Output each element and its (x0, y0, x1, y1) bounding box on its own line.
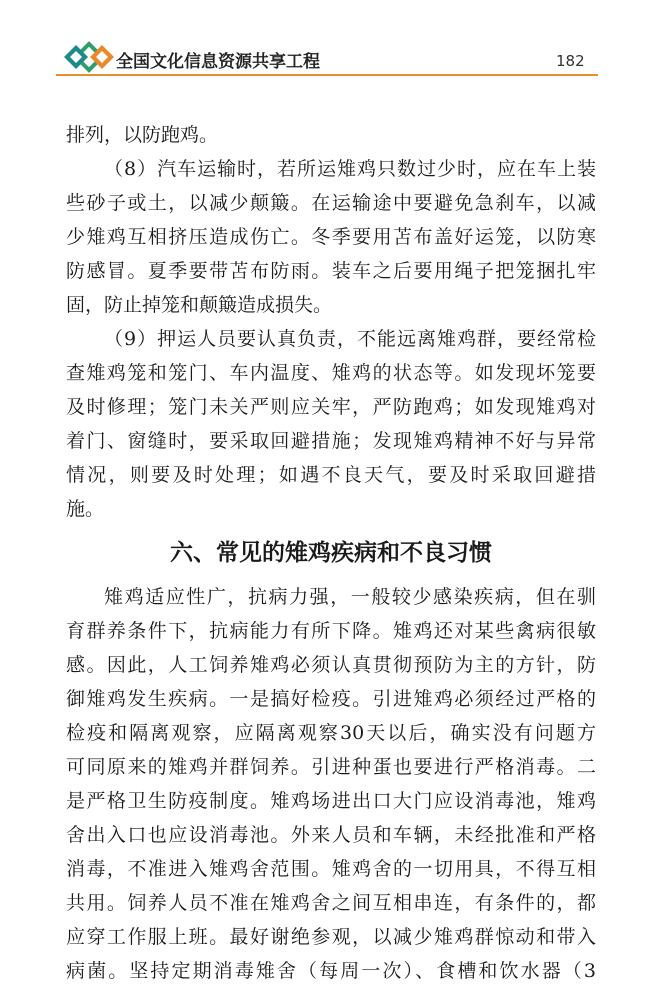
page-header (0, 0, 646, 80)
text-line: 查雉鸡笼和笼门、车内温度、雉鸡的状态等。如发现坏笼要 (66, 362, 596, 384)
text-line: 固，防止掉笼和颠簸造成损失。 (66, 294, 333, 316)
header-title: 全国文化信息资源共享工程 (116, 52, 320, 72)
section-heading: 六、常见的雉鸡疾病和不良习惯 (170, 539, 492, 566)
header-divider (56, 74, 598, 76)
text-line: 感。因此，人工饲养雉鸡必须认真贯彻预防为主的方针，防 (66, 654, 596, 676)
text-line: 着门、窗缝时，要采取回避措施；发现雉鸡精神不好与异常 (66, 430, 596, 452)
body-text (66, 118, 596, 988)
text-line: 检疫和隔离观察，应隔离观察30天以后，确实没有问题方 (66, 722, 596, 744)
text-line: 御雉鸡发生疾病。一是搞好检疫。引进雉鸡必须经过严格的 (66, 688, 596, 710)
text-line: 是严格卫生防疫制度。雉鸡场进出口大门应设消毒池，雉鸡 (66, 790, 596, 812)
text-line: 病菌。坚持定期消毒雉舍（每周一次）、食槽和饮水器（3 (66, 960, 596, 982)
text-line: 少雉鸡互相挤压造成伤亡。冬季要用苫布盖好运笼，以防寒 (66, 226, 596, 248)
text-line: 共用。饲养人员不准在雉鸡舍之间互相串连，有条件的，都 (66, 892, 596, 914)
text-line: 舍出入口也应设消毒池。外来人员和车辆，未经批准和严格 (66, 824, 596, 846)
text-line: （9）押运人员要认真负责，不能远离雉鸡群，要经常检 (104, 328, 596, 350)
text-line: 消毒，不准进入雉鸡舍范围。雉鸡舍的一切用具，不得互相 (66, 858, 596, 880)
text-line: 情况，则要及时处理；如遇不良天气，要及时采取回避措 (66, 464, 596, 486)
text-line: （8）汽车运输时，若所运雉鸡只数过少时，应在车上装 (104, 158, 596, 180)
text-line: 育群养条件下，抗病能力有所下降。雉鸡还对某些禽病很敏 (66, 620, 596, 642)
text-line: 排列，以防跑鸡。 (66, 124, 219, 146)
diamond-logo-icon (62, 40, 116, 74)
text-line: 施。 (66, 498, 105, 520)
text-line: 可同原来的雉鸡并群饲养。引进种蛋也要进行严格消毒。二 (66, 756, 596, 778)
page-number: 182 (556, 52, 585, 70)
text-line: 些砂子或土，以减少颠簸。在运输途中要避免急刹车，以减 (66, 192, 596, 214)
text-line: 及时修理；笼门未关严则应关牢，严防跑鸡；如发现雉鸡对 (66, 396, 596, 418)
text-line: 雉鸡适应性广，抗病力强，一般较少感染疾病，但在驯 (104, 586, 596, 608)
text-line: 应穿工作服上班。最好谢绝参观，以减少雉鸡群惊动和带入 (66, 926, 596, 948)
text-line: 防感冒。夏季要带苫布防雨。装车之后要用绳子把笼捆扎牢 (66, 260, 596, 282)
